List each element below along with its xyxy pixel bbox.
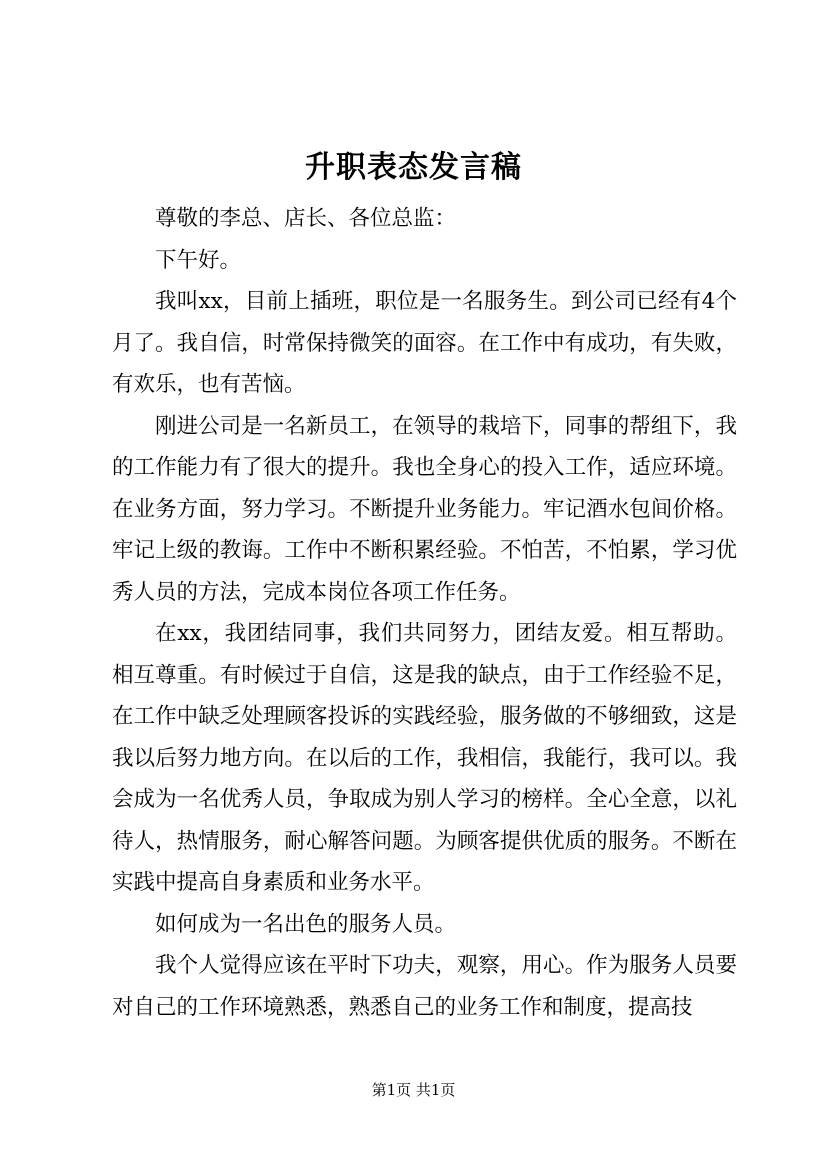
- paragraph-teamwork: 在xx，我团结同事，我们共同努力，团结友爱。相互帮助。相互尊重。有时候过于自信，这是我的缺点，由于工作经验不足，在工作中缺乏处理顾客投诉的实践经验，服务做的不够细致，这是我以后努力地方向。在以后的工作，我相信，我能行，我可以。我会成为一名优秀人员，争取成为别人学习的榜样。全心全意，以礼待人，热情服务，耐心解答问题。为顾客提供优质的服务。不断在实践中提高自身素质和业务水平。: [112, 621, 737, 895]
- salutation: 尊敬的李总、店长、各位总监：: [155, 206, 457, 231]
- paragraph-introduction: 我叫xx，目前上插班，职位是一名服务生。到公司已经有4个月了。我自信，时常保持微笑的面容。在工作中有成功，有失败，有欢乐，也有苦恼。: [112, 289, 737, 397]
- paragraph-opinion: 我个人觉得应该在平时下功夫，观察，用心。作为服务人员要对自己的工作环境熟悉，熟悉自己的业务工作和制度，提高技: [112, 953, 737, 1020]
- page-footer: 第1页 共1页: [371, 1081, 456, 1099]
- greeting: 下午好。: [155, 247, 242, 273]
- paragraph-growth: 刚进公司是一名新员工，在领导的栽培下，同事的帮组下，我的工作能力有了很大的提升。我也全身心的投入工作，适应环境。在业务方面，努力学习。不断提升业务能力。牢记酒水包间价格。牢记上级的教诲。工作中不断积累经验。不怕苦，不怕累，学习优秀人员的方法，完成本岗位各项工作任务。: [112, 413, 737, 605]
- document-title: 升职表态发言稿: [305, 150, 522, 185]
- paragraph-question: 如何成为一名出色的服务人员。: [155, 911, 457, 937]
- document-body: [112, 198, 737, 1028]
